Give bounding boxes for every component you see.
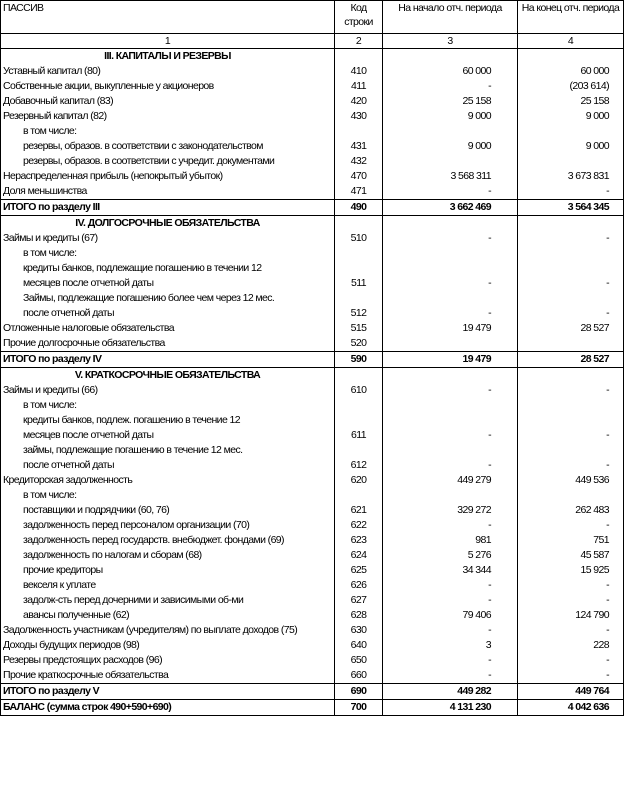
row-code: 431 (335, 124, 383, 154)
row-label: Кредиторская задолженность (1, 473, 335, 488)
row-start-value (383, 368, 518, 384)
row-start-value: - (383, 578, 518, 593)
table-row (1, 79, 624, 94)
row-start-value: 25 158 (383, 94, 518, 109)
row-code: 490 (335, 200, 383, 216)
row-end-value: - (518, 398, 624, 443)
row-code: 612 (335, 443, 383, 473)
row-end-value: (203 614) (518, 79, 624, 94)
total-row (1, 200, 624, 216)
row-code (335, 216, 383, 232)
row-end-value: 3 673 831 (518, 169, 624, 184)
row-start-value: - (383, 79, 518, 94)
row-label: Собственные акции, выкупленные у акционеров (1, 79, 335, 94)
row-label: прочие кредиторы (1, 563, 335, 578)
table-row (1, 443, 624, 473)
table-row (1, 623, 624, 638)
table-row (1, 638, 624, 653)
table-row (1, 488, 624, 518)
row-start-value: 3 (383, 638, 518, 653)
row-end-value: 751 (518, 533, 624, 548)
table-row (1, 533, 624, 548)
row-start-value: - (383, 231, 518, 246)
row-end-value: - (518, 184, 624, 200)
table-row (1, 563, 624, 578)
row-end-value: 60 000 (518, 64, 624, 79)
total-row (1, 700, 624, 716)
row-label: ИТОГО по разделу V (1, 684, 335, 700)
row-end-value: 124 790 (518, 608, 624, 623)
table-row (1, 184, 624, 200)
row-end-value (518, 216, 624, 232)
row-label: ИТОГО по разделу IV (1, 352, 335, 368)
row-start-value: - (383, 184, 518, 200)
row-label: V. КРАТКОСРОЧНЫЕ ОБЯЗАТЕЛЬСТВА (1, 368, 335, 384)
row-label: Резервы предстоящих расходов (96) (1, 653, 335, 668)
row-end-value: - (518, 383, 624, 398)
row-end-value: 449 536 (518, 473, 624, 488)
row-label: Резервный капитал (82) (1, 109, 335, 124)
row-end-value (518, 49, 624, 65)
row-code: 511 (335, 246, 383, 291)
row-label-line: в том числе: (23, 399, 77, 411)
row-code: 515 (335, 321, 383, 336)
table-row (1, 518, 624, 533)
row-code: 470 (335, 169, 383, 184)
row-start-value: - (383, 291, 518, 321)
row-code: 630 (335, 623, 383, 638)
row-start-value: 3 568 311 (383, 169, 518, 184)
row-code: 611 (335, 398, 383, 443)
row-label-line: после отчетной даты (23, 459, 114, 471)
table-row (1, 94, 624, 109)
table-row (1, 653, 624, 668)
row-code: 690 (335, 684, 383, 700)
table-row (1, 169, 624, 184)
row-start-value: 34 344 (383, 563, 518, 578)
row-label-line: после отчетной даты (23, 307, 114, 319)
row-code: 520 (335, 336, 383, 352)
row-end-value: 9 000 (518, 109, 624, 124)
row-label-line: кредиты банков, подлежащие погашению в течении 12 (23, 262, 262, 274)
table-row (1, 608, 624, 623)
total-row (1, 352, 624, 368)
section-header-row (1, 216, 624, 232)
row-label-line: месяцев после отчетной даты (23, 429, 154, 441)
column-number-3: 3 (383, 34, 518, 49)
row-label-line: в том числе: (23, 489, 77, 501)
row-start-value: - (383, 653, 518, 668)
row-label: задолженность перед персоналом организации (70) (1, 518, 335, 533)
row-code: 620 (335, 473, 383, 488)
row-end-value: 28 527 (518, 352, 624, 368)
row-label: резервы, образов. в соответствии с учредит. документами (1, 154, 335, 169)
row-end-value (518, 368, 624, 384)
row-code: 410 (335, 64, 383, 79)
row-label: Займы и кредиты (67) (1, 231, 335, 246)
row-code: 420 (335, 94, 383, 109)
row-label: БАЛАНС (сумма строк 490+590+690) (1, 700, 335, 716)
row-code: 627 (335, 593, 383, 608)
row-label: векселя к уплате (1, 578, 335, 593)
row-code: 432 (335, 154, 383, 169)
row-end-value: 3 564 345 (518, 200, 624, 216)
row-end-value: - (518, 443, 624, 473)
row-start-value: 9 000 (383, 124, 518, 154)
row-code: 625 (335, 563, 383, 578)
row-end-value: 262 483 (518, 488, 624, 518)
row-code: 650 (335, 653, 383, 668)
row-end-value: - (518, 246, 624, 291)
row-label: авансы полученные (62) (1, 608, 335, 623)
header-end: На конец отч. периода (518, 1, 624, 34)
table-row (1, 593, 624, 608)
row-end-value: 228 (518, 638, 624, 653)
row-start-value: 981 (383, 533, 518, 548)
row-end-value: 45 587 (518, 548, 624, 563)
row-end-value: - (518, 231, 624, 246)
table-row (1, 124, 624, 154)
row-label: Доходы будущих периодов (98) (1, 638, 335, 653)
row-start-value: 60 000 (383, 64, 518, 79)
row-code: 621 (335, 488, 383, 518)
row-label: задолж-сть перед дочерними и зависимыми об-ми (1, 593, 335, 608)
row-label-line: в том числе: (23, 125, 77, 137)
row-label (1, 124, 335, 154)
total-row (1, 684, 624, 700)
row-label: Прочие долгосрочные обязательства (1, 336, 335, 352)
row-end-value: - (518, 623, 624, 638)
row-label-line: месяцев после отчетной даты (23, 277, 154, 289)
row-start-value: - (383, 623, 518, 638)
row-code: 626 (335, 578, 383, 593)
table-row (1, 473, 624, 488)
table-row (1, 154, 624, 169)
row-start-value (383, 336, 518, 352)
column-number-1: 1 (1, 34, 335, 49)
row-label: Доля меньшинства (1, 184, 335, 200)
row-code: 700 (335, 700, 383, 716)
row-start-value: - (383, 383, 518, 398)
table-row (1, 321, 624, 336)
row-end-value: - (518, 653, 624, 668)
row-end-value (518, 336, 624, 352)
header-start: На начало отч. периода (383, 1, 518, 34)
row-end-value: 28 527 (518, 321, 624, 336)
header-code: Код строки (335, 1, 383, 34)
row-start-value: 5 276 (383, 548, 518, 563)
row-code: 471 (335, 184, 383, 200)
row-label: задолженность перед государств. внебюджет. фондами (69) (1, 533, 335, 548)
row-label: Нераспределенная прибыль (непокрытый убыток) (1, 169, 335, 184)
row-end-value: - (518, 518, 624, 533)
row-start-value: - (383, 593, 518, 608)
row-label: Задолженность участникам (учредителям) по выплате доходов (75) (1, 623, 335, 638)
table-row (1, 231, 624, 246)
header-row (1, 1, 624, 34)
table-row (1, 109, 624, 124)
row-label (1, 443, 335, 473)
row-code: 640 (335, 638, 383, 653)
table-row (1, 291, 624, 321)
row-start-value (383, 154, 518, 169)
row-label: задолженность по налогам и сборам (68) (1, 548, 335, 563)
row-label (1, 488, 335, 518)
row-code: 628 (335, 608, 383, 623)
row-code: 660 (335, 668, 383, 684)
row-label: Займы и кредиты (66) (1, 383, 335, 398)
row-label-line: кредиты банков, подлеж. погашению в течение 12 (23, 414, 240, 426)
row-end-value (518, 154, 624, 169)
row-label-line: резервы, образов. в соответствии с законодательством (23, 140, 263, 152)
row-end-value: 15 925 (518, 563, 624, 578)
row-label: IV. ДОЛГОСРОЧНЫЕ ОБЯЗАТЕЛЬСТВА (1, 216, 335, 232)
table-row (1, 246, 624, 291)
row-label-line: Займы, подлежащие погашению более чем через 12 мес. (23, 292, 275, 304)
row-start-value: 449 282 (383, 684, 518, 700)
row-label: III. КАПИТАЛЫ И РЕЗЕРВЫ (1, 49, 335, 65)
row-start-value: 19 479 (383, 352, 518, 368)
table-row (1, 548, 624, 563)
row-end-value: - (518, 291, 624, 321)
table-row (1, 398, 624, 443)
table-row (1, 578, 624, 593)
row-end-value: - (518, 593, 624, 608)
row-start-value: - (383, 668, 518, 684)
row-code: 622 (335, 518, 383, 533)
row-code: 623 (335, 533, 383, 548)
row-label: Добавочный капитал (83) (1, 94, 335, 109)
row-code: 610 (335, 383, 383, 398)
row-code: 590 (335, 352, 383, 368)
row-label (1, 291, 335, 321)
row-code: 512 (335, 291, 383, 321)
table-row (1, 668, 624, 684)
row-label: Уставный капитал (80) (1, 64, 335, 79)
row-end-value: - (518, 578, 624, 593)
row-end-value: 449 764 (518, 684, 624, 700)
row-end-value: 4 042 636 (518, 700, 624, 716)
header-title: ПАССИВ (1, 1, 335, 34)
row-start-value: 449 279 (383, 473, 518, 488)
row-code: 624 (335, 548, 383, 563)
row-label: ИТОГО по разделу III (1, 200, 335, 216)
row-end-value: 9 000 (518, 124, 624, 154)
row-start-value: 19 479 (383, 321, 518, 336)
row-code (335, 49, 383, 65)
row-end-value: 25 158 (518, 94, 624, 109)
table-row (1, 64, 624, 79)
row-code: 510 (335, 231, 383, 246)
row-start-value: 3 662 469 (383, 200, 518, 216)
row-label: Прочие краткосрочные обязательства (1, 668, 335, 684)
row-code (335, 368, 383, 384)
row-label-line: поставщики и подрядчики (60, 76) (23, 504, 170, 516)
column-number-row (1, 34, 624, 49)
row-start-value: - (383, 398, 518, 443)
row-start-value: - (383, 246, 518, 291)
column-number-4: 4 (518, 34, 624, 49)
section-header-row (1, 49, 624, 65)
row-label: Отложенные налоговые обязательства (1, 321, 335, 336)
row-start-value: 79 406 (383, 608, 518, 623)
section-header-row (1, 368, 624, 384)
row-label-line: займы, подлежащие погашению в течение 12 мес. (23, 444, 243, 456)
row-start-value (383, 216, 518, 232)
row-start-value: 4 131 230 (383, 700, 518, 716)
table-row (1, 336, 624, 352)
row-start-value: 9 000 (383, 109, 518, 124)
row-label (1, 398, 335, 443)
column-number-2: 2 (335, 34, 383, 49)
row-end-value: - (518, 668, 624, 684)
row-start-value: 329 272 (383, 488, 518, 518)
row-label (1, 246, 335, 291)
table-row (1, 383, 624, 398)
row-start-value: - (383, 518, 518, 533)
row-start-value: - (383, 443, 518, 473)
row-label-line: в том числе: (23, 247, 77, 259)
row-start-value (383, 49, 518, 65)
row-code: 411 (335, 79, 383, 94)
row-code: 430 (335, 109, 383, 124)
